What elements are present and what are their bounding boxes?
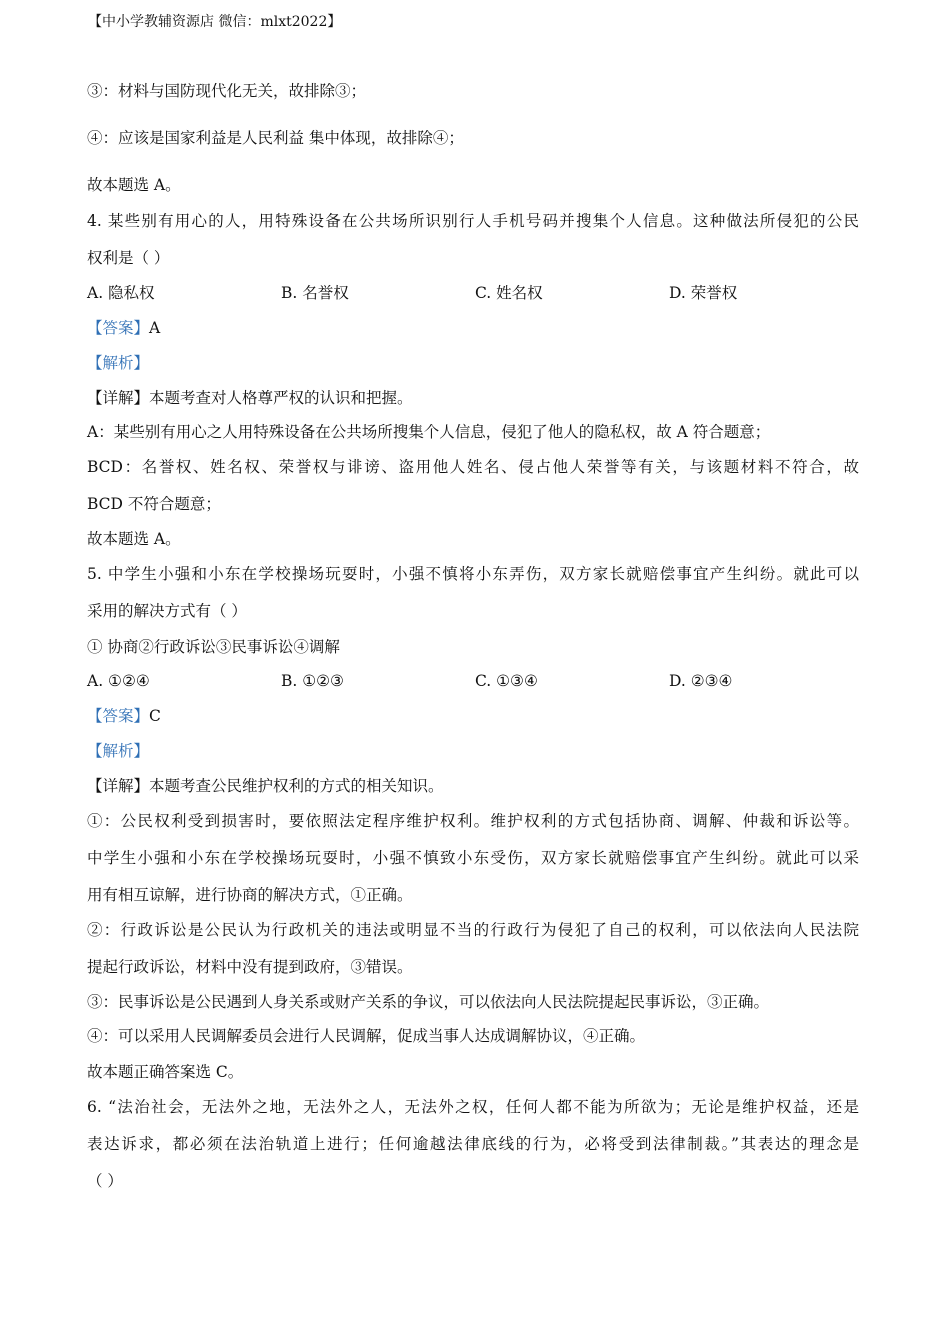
q5-answer bbox=[87, 705, 161, 727]
q6-stem-line3: （ ） bbox=[87, 1172, 123, 1190]
q5-explain-1-line2: 中学生小强和小东在学校操场玩耍时，小强不慎致小东受伤，双方家长就赔偿事宜产生纠纷。就此可以采 bbox=[87, 849, 859, 867]
q5-stem-line1: 5. 中学生小强和小东在学校操场玩耍时，小强不慎将小东弄伤，双方家长就赔偿事宜产生纠纷。就此可以 bbox=[87, 565, 859, 583]
prev-conclusion: 故本题选 A。 bbox=[87, 176, 181, 194]
q4-answer-value: A bbox=[149, 319, 161, 337]
q5-explain-2-line1: ②：行政诉讼是公民认为行政机关的违法或明显不当的行政行为侵犯了自己的权利，可以依法向人民法院 bbox=[87, 921, 859, 939]
q4-option-a: A. 隐私权 bbox=[87, 284, 155, 302]
q5-explain-3: ③：民事诉讼是公民遇到人身关系或财产关系的争议，可以依法向人民法院提起民事诉讼，③正确。 bbox=[87, 993, 770, 1011]
q6-stem-line1: 6. “法治社会，无法外之地，无法外之人，无法外之权，任何人都不能为所欲为；无论是维护权益，还是 bbox=[87, 1098, 859, 1116]
q5-option-d: D. ②③④ bbox=[669, 672, 733, 690]
q4-answer bbox=[87, 317, 160, 339]
prev-explain-3: ③：材料与国防现代化无关，故排除③； bbox=[87, 82, 367, 100]
q5-conclusion: 故本题正确答案选 C。 bbox=[87, 1063, 244, 1081]
q4-explain-bcd-line2: BCD 不符合题意； bbox=[87, 495, 221, 513]
q4-conclusion: 故本题选 A。 bbox=[87, 530, 181, 548]
prev-explain-4: ④：应该是国家利益是人民利益 集中体现，故排除④； bbox=[87, 129, 464, 147]
q4-answer-tag: 【答案】 bbox=[87, 319, 150, 337]
q4-stem-line2: 权利是（ ） bbox=[87, 249, 170, 267]
page-header: 【中小学教辅资源店 微信：mlxt2022】 bbox=[88, 14, 342, 30]
q5-answer-value: C bbox=[149, 707, 161, 725]
q5-option-c: C. ①③④ bbox=[475, 672, 538, 690]
q5-explain-1-line3: 用有相互谅解，进行协商的解决方式，①正确。 bbox=[87, 886, 413, 904]
q5-option-a: A. ①②④ bbox=[87, 672, 150, 690]
q4-option-d: D. 荣誉权 bbox=[669, 284, 738, 302]
q5-explain-2-line2: 提起行政诉讼，材料中没有提到政府，③错误。 bbox=[87, 958, 413, 976]
q4-explain-a: A：某些别有用心之人用特殊设备在公共场所搜集个人信息，侵犯了他人的隐私权，故 A 符合题意； bbox=[87, 423, 771, 441]
q4-detail: 【详解】本题考查对人格尊严权的认识和把握。 bbox=[87, 389, 413, 407]
q4-explain-bcd-line1: BCD：名誉权、姓名权、荣誉权与诽谤、盗用他人姓名、侵占他人荣誉等有关，与该题材料不符合，故 bbox=[87, 458, 859, 476]
q4-stem-line1: 4. 某些别有用心的人，用特殊设备在公共场所识别行人手机号码并搜集个人信息。这种做法所侵犯的公民 bbox=[87, 212, 859, 230]
q5-items: ① 协商②行政诉讼③民事诉讼④调解 bbox=[87, 638, 340, 656]
q4-option-b: B. 名誉权 bbox=[281, 284, 349, 302]
q6-stem-line2: 表达诉求，都必须在法治轨道上进行；任何逾越法律底线的行为，必将受到法律制裁。”其表达的理念是 bbox=[87, 1135, 859, 1153]
q5-explain-4: ④：可以采用人民调解委员会进行人民调解，促成当事人达成调解协议，④正确。 bbox=[87, 1027, 646, 1045]
q5-analysis-tag: 【解析】 bbox=[87, 742, 150, 760]
q4-analysis-tag: 【解析】 bbox=[87, 354, 150, 372]
q5-option-b: B. ①②③ bbox=[281, 672, 344, 690]
q5-explain-1-line1: ①：公民权利受到损害时，要依照法定程序维护权利。维护权利的方式包括协商、调解、仲裁和诉讼等。 bbox=[87, 812, 859, 830]
q5-detail: 【详解】本题考查公民维护权利的方式的相关知识。 bbox=[87, 777, 444, 795]
q5-stem-line2: 采用的解决方式有（ ） bbox=[87, 602, 247, 620]
q4-option-c: C. 姓名权 bbox=[475, 284, 543, 302]
q5-answer-tag: 【答案】 bbox=[87, 707, 150, 725]
